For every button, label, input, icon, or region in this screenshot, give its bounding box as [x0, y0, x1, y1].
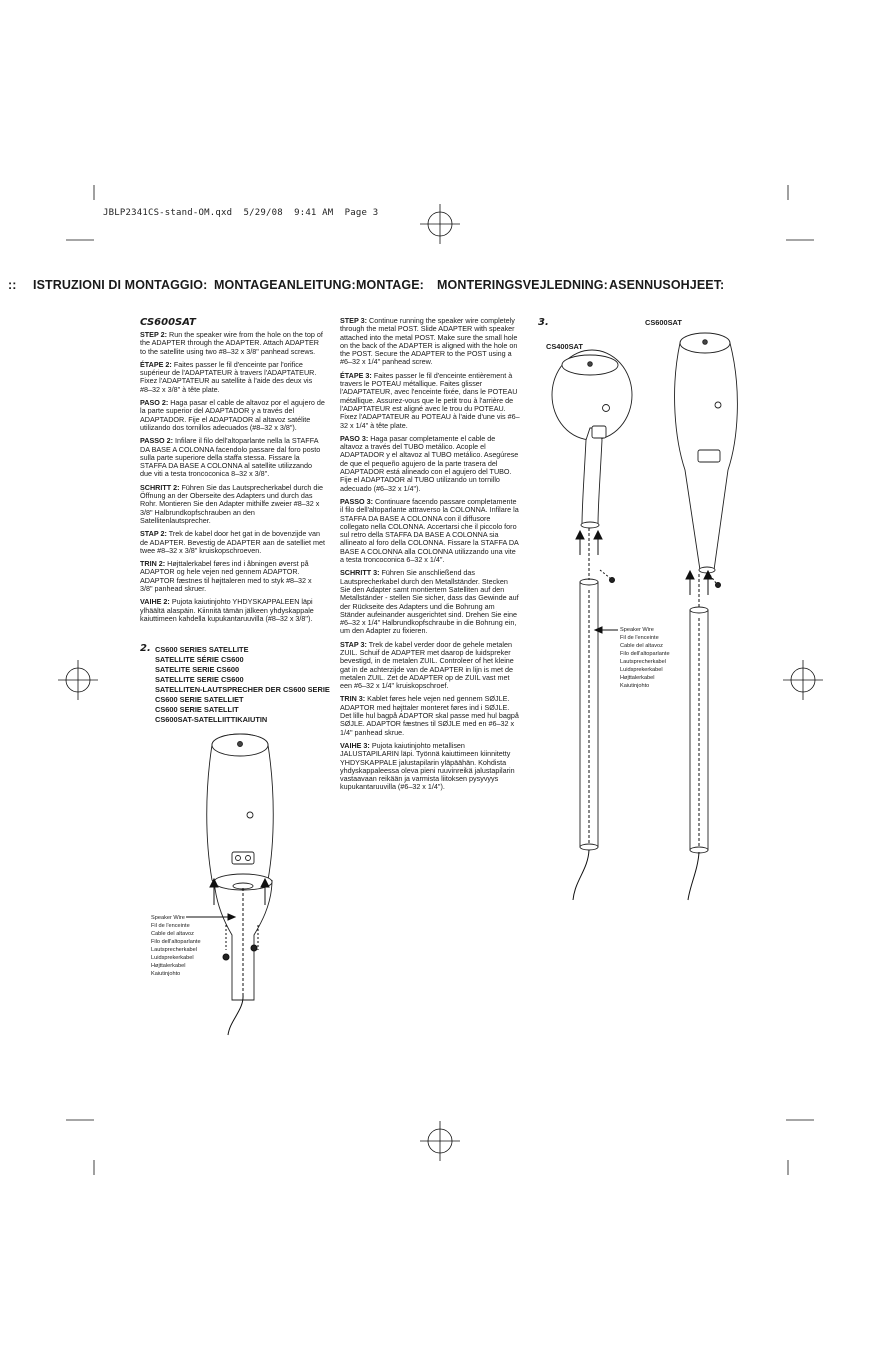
step-paragraph: SCHRITT 3: Führen Sie anschließend das Lautsprecherkabel durch den Metallständer. Stecken Sie den Adapter samt montiertem Satelliten auf den Metallständer - stellen Sie sicher, dass das Gewinde auf der Rückseite des Adapters und die Bohrung am Ständer aufeinander ausgerichtet sind. Drehen Sie eine #6–32 x 1/4" Halbrundkopfschraube in die Bohrung ein, um den Adapter zu fixieren. [340, 568, 519, 636]
figure-3-number: 3. [538, 317, 549, 328]
step-paragraph: STEP 3: Continue running the speaker wire completely through the metal POST. Slide ADAPTER with speaker attached into the metal POST. Make sure the small hole on the back of the ADAPTER is aligned with the hole on the POST. Secure the ADAPTER to the POST using a #6–32 x 1/4" panhead screw. [340, 316, 518, 367]
step-paragraph: VAIHE 3: Pujota kaiutinjohto metallisen JALUSTAPILARIN läpi. Työnnä kaiuttimeen kiinnitetty YHDYSKAPPALE jalustapilarin yläpäähän. Kohdista yhdyskappaleessa oleva pieni ruuvinreikä jalustapilarin vastaavaan reikään ja varmista liitoksen pysyvyys kupukantaruuvilla (#6–32 x 1/4"). [340, 740, 515, 792]
figure-2-callout: Speaker Wire Fil de l'enceinte Cable del altavoz Filo dell'altoparlante Lautsprecherkabel Luidsprekerkabel Højttalerkabel Kaiutinjohto [151, 915, 201, 977]
slug-time: 9:41 AM [294, 208, 334, 218]
figure-3-callout: Speaker Wire Fil de l'enceinte Cable del altavoz Filo dell'altoparlante Lautsprecherkabel Luidsprekerkabel Højttalerkabel Kaiutinjohto [620, 627, 670, 689]
header-italian: ISTRUZIONI DI MONTAGGIO: [33, 278, 208, 292]
step-paragraph: STEP 2: Run the speaker wire from the hole on the top of the ADAPTER through the ADAPTER. Attach ADAPTER to the satellite using two #8–32 x 3/8" panhead screws. [140, 330, 323, 356]
step-paragraph: TRIN 2: Højttalerkabel føres ind i åbningen øverst på ADAPTOR og hele vejen ned gennem ADAPTOR. ADAPTOR fæstnes til højttaleren med to styk #8–32 x 3/8" panhead skruer. [140, 559, 312, 594]
figure-3-label-cs600: CS600SAT [645, 318, 682, 327]
figure-3-label-cs400: CS400SAT [546, 342, 583, 351]
header-german: MONTAGEANLEITUNG: [214, 278, 356, 292]
step-paragraph: PASO 2: Haga pasar el cable de altavoz por el agujero de la parte superior del ADAPTADOR y a través del ADAPTADOR. Fije el ADAPTADOR al altavoz satélite utilizando dos tornillos adecuados (#8–32 x 3/8"). [140, 398, 325, 432]
step-paragraph: ÉTAPE 3: Faites passer le fil d'enceinte entièrement à travers le POTEAU métallique. Faites glisser l'ADAPTATEUR, avec l'enceinte fixée, dans le POTEAU métallique. Assurez-vous que le petit trou à l'arrière de l'ADAPTATEUR est aligné avec le trou du POTEAU. Fixez l'ADAPTATEUR au POTEAU à l'aide d'une vis #6–32 x 1/4" à tête plate. [340, 370, 520, 430]
header-french: MONTAGE: [356, 278, 424, 292]
figure-2-titles: CS600 SERIES SATELLITE SATELLITE SÉRIE CS600 SATELITE SERIE CS600 SATELLITE SERIE CS600 SATELLITEN-LAUTSPRECHER DER CS600 SERIE CS600 SERIE SATELLIET CS600 SERIE SATELLIT CS600SAT-SATELLIITTIKAIUTIN [155, 645, 330, 724]
slug-page: Page 3 [344, 208, 379, 218]
slug-file: JBLP2341CS-stand-OM.qxd [103, 208, 233, 218]
step-paragraph: PASSO 2: Infilare il filo dell'altoparlante nella la STAFFA DA BASE A COLONNA facendolo passare dal foro posto sulla parte superiore della staffa stessa. Fissare la STAFFA DA BASE A COLONNA al satellite utilizzando due viti a testa troncoconica 8–32 x 3/8". [140, 436, 321, 479]
step-paragraph: STAP 3: Trek de kabel verder door de gehele metalen ZUIL. Schuif de ADAPTER met daarop de luidspreker bevestigd, in de metalen ZUIL. Controleer of het kleine gat in de achterzijde van de ADAPTER in lijn is met de metalen ZUIL. Zet de ADAPTER op de ZUIL vast met een #6–32 x 1/4" kruiskopschroef. [340, 639, 514, 691]
section-title: CS600SAT [140, 317, 196, 328]
step-paragraph: PASO 3: Haga pasar completamente el cable de altavoz a través del TUBO metálico. Acople el ADAPTADOR y el altavoz al TUBO metálico. Asegúrese de que el pequeño agujero de la parte trasera del ADAPTADOR está alineado con el agujero del TUBO. Fije el ADAPTADOR al TUBO utilizando un tornillo adecuado (#6–32 x 1/4"). [340, 433, 519, 493]
step-paragraph: PASSO 3: Continuare facendo passare completamente il filo dell'altoparlante attraverso la COLONNA. Infilare la STAFFA DA BASE A COLONNA con il diffusore collegato nella COLONNA. Accertarsi che il piccolo foro sul retro della STAFFA DA BASE A COLONNA sia allineato al foro della COLONNA. Fissare la STAFFA DA BASE A COLONNA alla COLONNA utilizzando una vite a testa troncoconica 6–32 x 1/4". [340, 496, 519, 565]
header-danish: MONTERINGSVEJLEDNING: [437, 278, 608, 292]
step-paragraph: STAP 2: Trek de kabel door het gat in de bovenzijde van de ADAPTER. Bevestig de ADAPTER aan de satelliet met twee #8–32 x 3/8" kruiskopschroeven. [140, 529, 325, 555]
header-finnish: ASENNUSOHJEET: [609, 278, 725, 292]
figure-2-number: 2. [140, 643, 151, 654]
header-marker: :: [8, 278, 17, 292]
step-paragraph: SCHRITT 2: Führen Sie das Lautsprecherkabel durch die Öffnung an der Oberseite des Adapters und durch das Rohr. Montieren Sie den Adapter mithilfe zweier #8–32 x 3/8" Halbrundkopfschrauben an den Satellitenlautsprecher. [140, 482, 323, 525]
step-paragraph: ÉTAPE 2: Faites passer le fil d'enceinte par l'orifice supérieur de l'ADAPTATEUR à travers l'ADAPTATEUR. Fixez l'ADAPTATEUR au satellite à l'aide des deux vis #8–32 x 3/8" à tête plate. [140, 359, 317, 394]
step-paragraph: TRIN 3: Kablet føres hele vejen ned gennem SØJLE. ADAPTOR med højttaler monteret føres ind i SØJLE. Det lille hul bagpå ADAPTOR skal passe med hul bagpå SØJLE. ADAPTOR fæstnes til SØJLE med en #6–32 x 1/4" panhead skrue. [340, 694, 519, 737]
step-paragraph: VAIHE 2: Pujota kaiutinjohto YHDYSKAPPALEEN läpi ylhäältä alaspäin. Kiinnitä tämän jälkeen yhdyskappale kaiuttimeen kahdella kupukantaruuvilla (#8–32 x 3/8"). [140, 597, 314, 623]
slug-date: 5/29/08 [243, 208, 283, 218]
